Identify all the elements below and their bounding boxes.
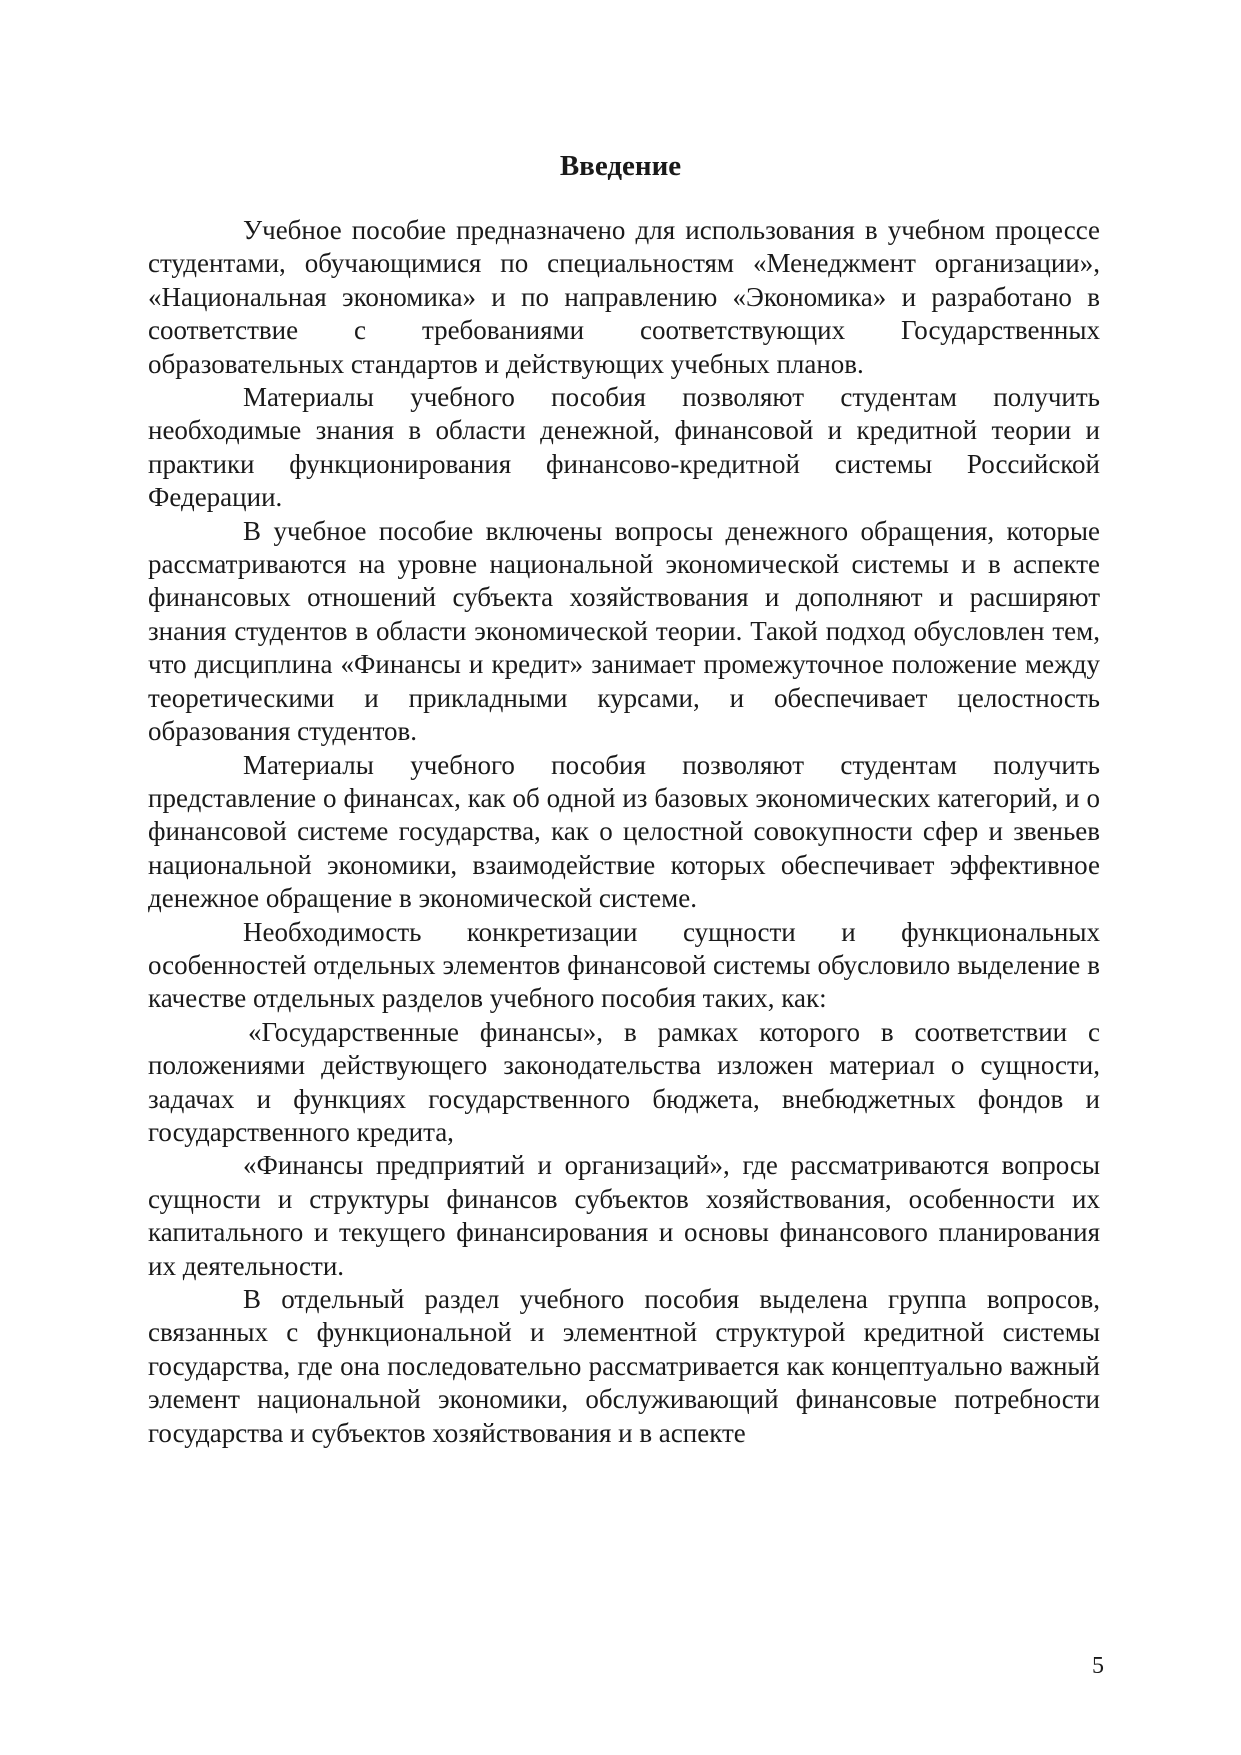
paragraph-sections-intro: Необходимость конкретизации сущности и функциональных особенностей отдельных элементов финансовой системы обусловило выделение в качестве отдельных разделов учебного пособия таких, как: [148,916,1100,1014]
paragraph-enterprise-finance: «Финансы предприятий и организаций», где рассматриваются вопросы сущности и структуры финансов субъектов хозяйствования, особенности их капитального и текущего финансирования и основы финансового планирования их деятельности. [148,1150,1100,1281]
paragraph-knowledge: Материалы учебного пособия позволяют студентам получить необходимые знания в области денежной, финансовой и кредитной теории и практики функционирования финансово-кредитной системы Российской Федерации. [148,382,1100,513]
page-title: Введение [559,150,682,182]
body-text [148,214,1100,1450]
page-number: 5 [1092,1653,1104,1679]
paragraph-credit-system: В отдельный раздел учебного пособия выделена группа вопросов, связанных с функциональной и элементной структурой кредитной системы государства, где она последовательно рассматривается как концептуально важный элемент национальной экономики, обслуживающий финансовые потребности государства и субъектов хозяйствования и в аспекте [148,1284,1100,1448]
paragraph-purpose: Учебное пособие предназначено для использования в учебном процессе студентами, обучающимися по специальностям «Менеджмент организации», «Национальная экономика» и по направлению «Экономика» и разработано в соответствие с требованиями соответствующих Государственных образовательных стандартов и действующих учебных планов. [148,215,1100,379]
paragraph-money-circulation: В учебное пособие включены вопросы денежного обращения, которые рассматриваются на уровне национальной экономической системы и в аспекте финансовых отношений субъекта хозяйствования и дополняют и расширяют знания студентов в области экономической теории. Такой подход обусловлен тем, что дисциплина «Финансы и кредит» занимает промежуточное положение между теоретическими и прикладными курсами, и обеспечивает целостность образования студентов. [148,515,1100,747]
paragraph-finance-concept: Материалы учебного пособия позволяют студентам получить представление о финансах, как об одной из базовых экономических категорий, и о финансовой системе государства, как о целостной совокупности сфер и звеньев национальной экономики, взаимодействие которых обеспечивает эффективное денежное обращение в экономической системе. [148,749,1100,914]
paragraph-state-finance: «Государственные финансы», в рамках которого в соответствии с положениями действующего законодательства изложен материал о сущности, задачах и функциях государственного бюджета, внебюджетных фондов и государственного кредита, [148,1016,1100,1147]
